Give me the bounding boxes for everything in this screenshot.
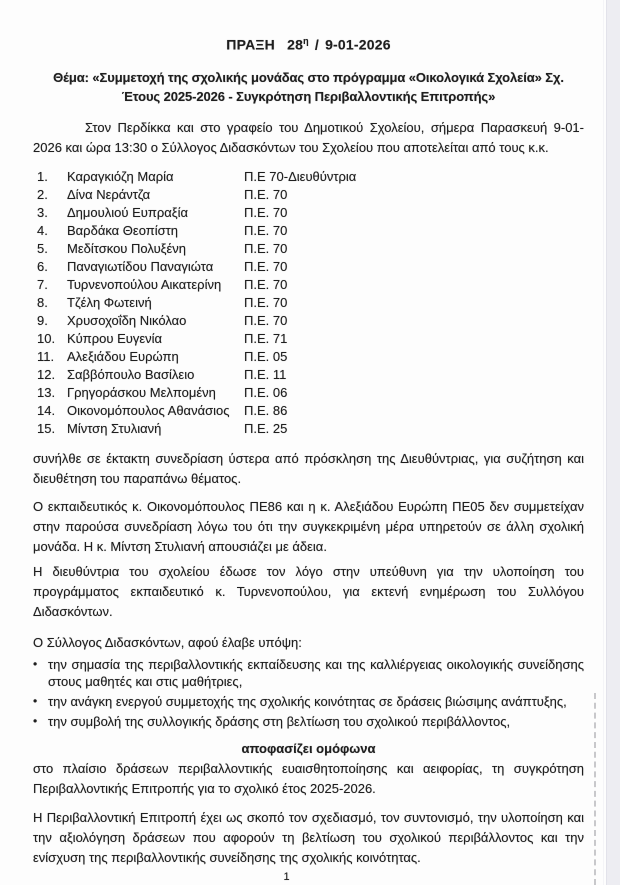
member-name: Δημουλιού Ευπραξία: [67, 204, 188, 220]
member-name: Καραγκιόζη Μαρία: [67, 168, 174, 184]
member-number: 15.: [37, 420, 56, 436]
member-name: Σαββόπουλο Βασίλειο: [67, 366, 195, 382]
member-number: 7.: [37, 276, 48, 292]
document-subject: [33, 68, 584, 106]
title-number: 28: [287, 36, 304, 53]
member-name: Παναγιωτίδου Παναγιώτα: [67, 258, 214, 274]
decision-paragraph: στο πλαίσιο δράσεων περιβαλλοντικής ευαισθητοποίησης και αειφορίας, τη συγκρότηση Περιβαλλοντικής Επιτροπής για το σχολικό έτος 2025-2026.: [33, 760, 584, 796]
member-name: Χρυσοχοΐδη Νικόλαο: [67, 312, 187, 328]
member-list: [33, 168, 584, 438]
member-number: 6.: [37, 258, 48, 274]
document-title: [33, 32, 584, 54]
considerations-list: [33, 656, 584, 730]
member-name: Τυρνενοπούλου Αικατερίνη: [67, 276, 222, 292]
member-number: 8.: [37, 294, 48, 310]
member-specialty: Π.Ε. 86: [244, 402, 288, 418]
bullet-icon: •: [33, 693, 38, 708]
member-row: [33, 312, 584, 330]
member-number: 14.: [37, 402, 56, 418]
considering-lead-in: Ο Σύλλογος Διδασκόντων, αφού έλαβε υπόψη:: [33, 634, 302, 650]
member-row: [33, 294, 584, 312]
committee-purpose-paragraph: Η Περιβαλλοντική Επιτροπή έχει ως σκοπό τον σχεδιασμό, τον συντονισμό, την υλοποίηση και την αξιολόγηση δράσεων που αφορούν τη βελτίωση του σχολικού περιβάλλοντος και την ενίσχυση της περιβαλλοντικής συνείδησης της σχολικής κοινότητας.: [33, 809, 584, 865]
member-specialty: Π.Ε. 70: [244, 276, 288, 292]
member-specialty: Π.Ε. 70: [244, 258, 288, 274]
bullet-icon: •: [33, 656, 38, 671]
member-name: Τζέλη Φωτεινή: [67, 294, 152, 310]
member-specialty: Π.Ε. 70: [244, 186, 288, 202]
member-name: Οικονομόπουλος Αθανάσιος: [67, 402, 230, 418]
decision-heading: αποφασίζει ομόφωνα: [241, 740, 376, 756]
bullet-icon: •: [33, 713, 38, 728]
member-name: Βαρδάκα Θεοπίστη: [67, 222, 179, 238]
member-specialty: Π.Ε. 70: [244, 222, 288, 238]
member-number: 5.: [37, 240, 48, 256]
member-specialty: Π.Ε. 05: [244, 348, 288, 364]
member-name: Κύπρου Ευγενία: [67, 330, 163, 346]
member-name: Αλεξιάδου Ευρώπη: [67, 348, 179, 364]
member-name: Γρηγοράσκου Μελπομένη: [67, 384, 216, 400]
page-number: 1: [283, 870, 290, 883]
member-row: [33, 240, 584, 258]
member-specialty: Π.Ε. 25: [244, 420, 288, 436]
list-item: [33, 713, 584, 730]
member-number: 13.: [37, 384, 56, 400]
member-specialty: Π.Ε. 70: [244, 294, 288, 310]
member-row: [33, 276, 584, 294]
member-specialty: Π.Ε. 06: [244, 384, 288, 400]
member-name: Μίντση Στυλιανή: [67, 420, 162, 436]
bullet-text: την ανάγκη ενεργού συμμετοχής της σχολικής κοινότητας σε δράσεις βιώσιμης ανάπτυξης,: [48, 693, 567, 709]
member-number: 9.: [37, 312, 48, 328]
member-row: [33, 204, 584, 222]
member-specialty: Π.Ε. 70: [244, 240, 288, 256]
director-paragraph: Η διευθύντρια του σχολείου έδωσε τον λόγο στην υπεύθυνη για την υλοποίηση του προγράμματος εκπαιδευτικό κ. Τυρνενοπούλου, για εκτενή ενημέρωση του Συλλόγου Διδασκόντων.: [33, 563, 584, 619]
convened-paragraph: συνήλθε σε έκτακτη συνεδρίαση ύστερα από πρόσκληση της Διευθύντριας, για συζήτηση και διευθέτηση του παραπάνω θέματος.: [33, 450, 584, 486]
intro-paragraph: Στον Περδίκκα και στο γραφείο του Δημοτικού Σχολείου, σήμερα Παρασκευή 9-01-2026 και ώρα 13:30 ο Σύλλογος Διδασκόντων του Σχολείου που αποτελείται από τους κ.κ.: [33, 119, 584, 155]
list-item: [33, 693, 584, 710]
member-row: [33, 330, 584, 348]
member-name: Δίνα Νεράντζα: [67, 186, 151, 202]
member-name: Μεδίτσκου Πολυξένη: [67, 240, 187, 256]
bullet-text: την σημασία της περιβαλλοντικής εκπαίδευσης και της καλλιέργειας οικολογικής συνείδησης στους μαθητές και στις μαθήτριες,: [48, 656, 584, 689]
title-ordinal-suffix: η: [303, 36, 309, 46]
title-date: / 9-01-2026: [314, 36, 391, 53]
member-specialty: Π.Ε. 70: [244, 204, 288, 220]
subject-line-1: Θέμα: «Συμμετοχή της σχολικής μονάδας στο πρόγραμμα «Οικολογικά Σχολεία» Σχ.: [53, 69, 564, 85]
member-number: 2.: [37, 186, 48, 202]
member-number: 10.: [37, 330, 56, 346]
member-row: [33, 384, 584, 402]
list-item: [33, 656, 584, 690]
member-row: [33, 222, 584, 240]
member-row: [33, 186, 584, 204]
member-row: [33, 420, 584, 438]
member-row: [33, 168, 584, 186]
member-specialty: Π.Ε. 70: [244, 312, 288, 328]
member-specialty: Π.Ε. 11: [244, 366, 287, 382]
member-row: [33, 366, 584, 384]
member-row: [33, 348, 584, 366]
member-row: [33, 402, 584, 420]
member-specialty: Π.Ε. 71: [244, 330, 288, 346]
member-number: 1.: [37, 168, 48, 184]
member-specialty: Π.Ε 70-Διευθύντρια: [244, 168, 357, 184]
bullet-text: την συμβολή της συλλογικής δράσης στη βελτίωση του σχολικού περιβάλλοντος,: [48, 713, 511, 729]
member-number: 11.: [37, 348, 55, 364]
member-row: [33, 258, 584, 276]
member-number: 4.: [37, 222, 48, 238]
subject-line-2: Έτους 2025-2026 - Συγκρότηση Περιβαλλοντικής Επιτροπής»: [121, 88, 496, 104]
member-number: 3.: [37, 204, 48, 220]
title-label: ΠΡΑΞΗ: [226, 36, 275, 53]
absentees-paragraph: Ο εκπαιδευτικός κ. Οικονομόπουλος ΠΕ86 και η κ. Αλεξιάδου Ευρώπη ΠΕ05 δεν συμμετείχαν στην παρούσα συνεδρίαση λόγω του ότι την συγκεκριμένη μέρα υπηρετούν σε άλλη σχολική μονάδα. Η κ. Μίντση Στυλιανή απουσιάζει με άδεια.: [33, 498, 584, 554]
member-number: 12.: [37, 366, 56, 382]
